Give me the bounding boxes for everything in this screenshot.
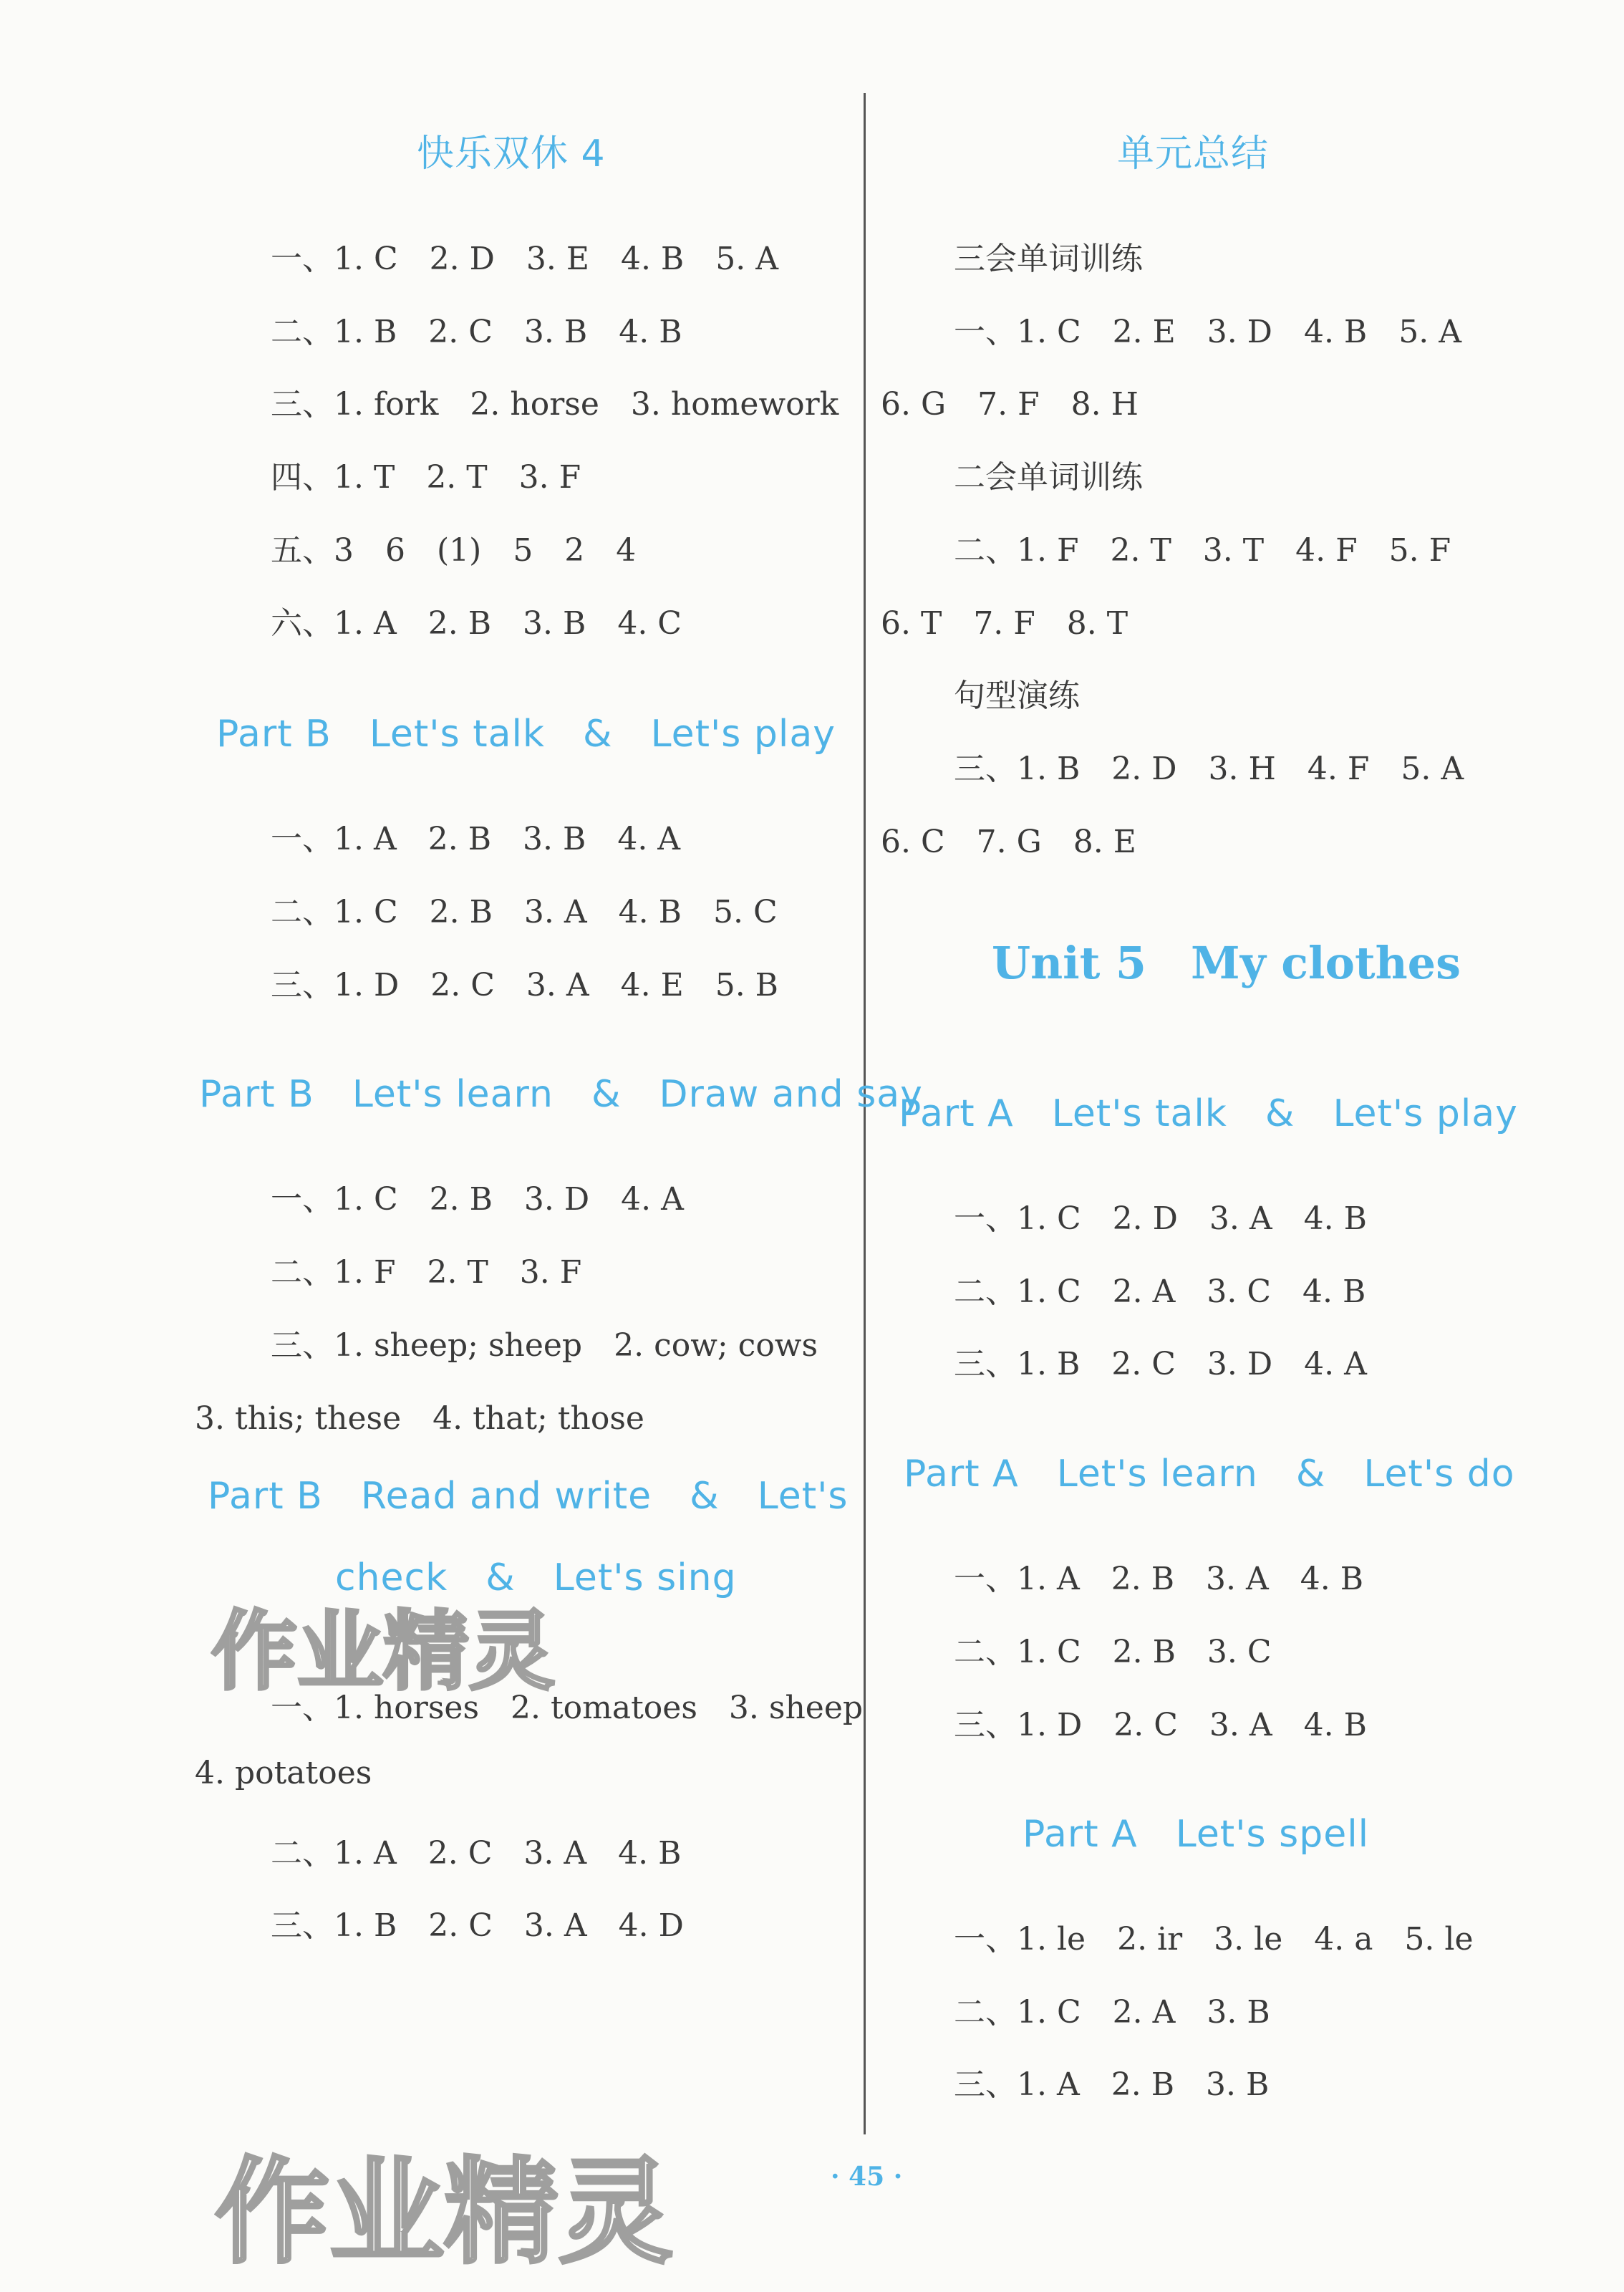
answer-line: 三、1. B 2. C 3. A 4. D — [271, 1907, 684, 1944]
watermark-logo-bottom: 作业精灵 — [215, 2145, 674, 2279]
answer-line: 一、1. C 2. E 3. D 4. B 5. A — [954, 314, 1462, 350]
answer-line: 三、1. fork 2. horse 3. homework — [271, 386, 839, 423]
section-title-part-b-talk: Part B Let's talk & Let's play — [216, 713, 836, 756]
watermark-logo: 作业精灵 — [211, 1602, 555, 1702]
answer-line: 一、1. horses 2. tomatoes 3. sheep — [271, 1690, 864, 1726]
section-title-part-b-read-cont: check & Let's sing — [335, 1556, 737, 1599]
answer-line: 六、1. A 2. B 3. B 4. C — [271, 605, 682, 642]
answer-line: 三、1. sheep; sheep 2. cow; cows — [271, 1327, 818, 1364]
section-title-part-a-learn: Part A Let's learn & Let's do — [904, 1453, 1515, 1496]
answer-line: 三、1. D 2. C 3. A 4. E 5. B — [271, 967, 779, 1003]
section-title-part-b-learn: Part B Let's learn & Draw and say — [199, 1073, 923, 1116]
answer-line: 一、1. C 2. D 3. E 4. B 5. A — [271, 241, 779, 277]
answer-line: 一、1. C 2. B 3. D 4. A — [271, 1181, 684, 1218]
answer-line: 一、1. A 2. B 3. B 4. A — [271, 821, 681, 857]
answer-line: 3. this; these 4. that; those — [195, 1400, 644, 1437]
subsection-label: 三会单词训练 — [954, 241, 1143, 277]
answer-line: 一、1. C 2. D 3. A 4. B — [954, 1200, 1367, 1237]
answer-line: 二、1. C 2. A 3. C 4. B — [954, 1273, 1366, 1310]
answer-line: 6. C 7. G 8. E — [881, 824, 1136, 860]
page-number: · 45 · — [831, 2162, 903, 2192]
answer-line: 三、1. D 2. C 3. A 4. B — [954, 1707, 1367, 1743]
section-title-part-a-talk: Part A Let's talk & Let's play — [899, 1092, 1518, 1135]
answer-line: 三、1. B 2. C 3. D 4. A — [954, 1346, 1367, 1382]
answer-line: 6. T 7. F 8. T — [881, 605, 1128, 642]
subsection-label: 句型演练 — [954, 678, 1080, 714]
answer-line: 三、1. B 2. D 3. H 4. F 5. A — [954, 751, 1464, 787]
unit-title: Unit 5 My clothes — [992, 937, 1461, 989]
answer-line: 三、1. A 2. B 3. B — [954, 2066, 1270, 2103]
subsection-label: 二会单词训练 — [954, 459, 1143, 496]
answer-line: 一、1. le 2. ir 3. le 4. a 5. le — [954, 1921, 1474, 1958]
answer-line: 6. G 7. F 8. H — [881, 386, 1139, 423]
section-title-unit-summary: 单元总结 — [1117, 133, 1270, 175]
answer-line: 二、1. C 2. B 3. C — [954, 1634, 1272, 1670]
answer-line: 二、1. B 2. C 3. B 4. B — [271, 314, 682, 350]
section-title-part-b-read: Part B Read and write & Let's — [208, 1475, 849, 1518]
answer-line: 二、1. F 2. T 3. T 4. F 5. F — [954, 532, 1451, 569]
answer-line: 二、1. A 2. C 3. A 4. B — [271, 1835, 682, 1872]
answer-line: 二、1. C 2. B 3. A 4. B 5. C — [271, 894, 778, 930]
answer-line: 二、1. C 2. A 3. B — [954, 1994, 1270, 2031]
section-title-part-a-spell: Part A Let's spell — [1023, 1813, 1370, 1856]
answer-line: 四、1. T 2. T 3. F — [271, 459, 581, 496]
answer-line: 一、1. A 2. B 3. A 4. B — [954, 1561, 1364, 1597]
answer-line: 五、3 6 (1) 5 2 4 — [271, 532, 637, 569]
section-title-happy-weekend: 快乐双休 4 — [417, 133, 606, 175]
answer-line: 4. potatoes — [195, 1755, 372, 1791]
answer-line: 二、1. F 2. T 3. F — [271, 1254, 582, 1291]
